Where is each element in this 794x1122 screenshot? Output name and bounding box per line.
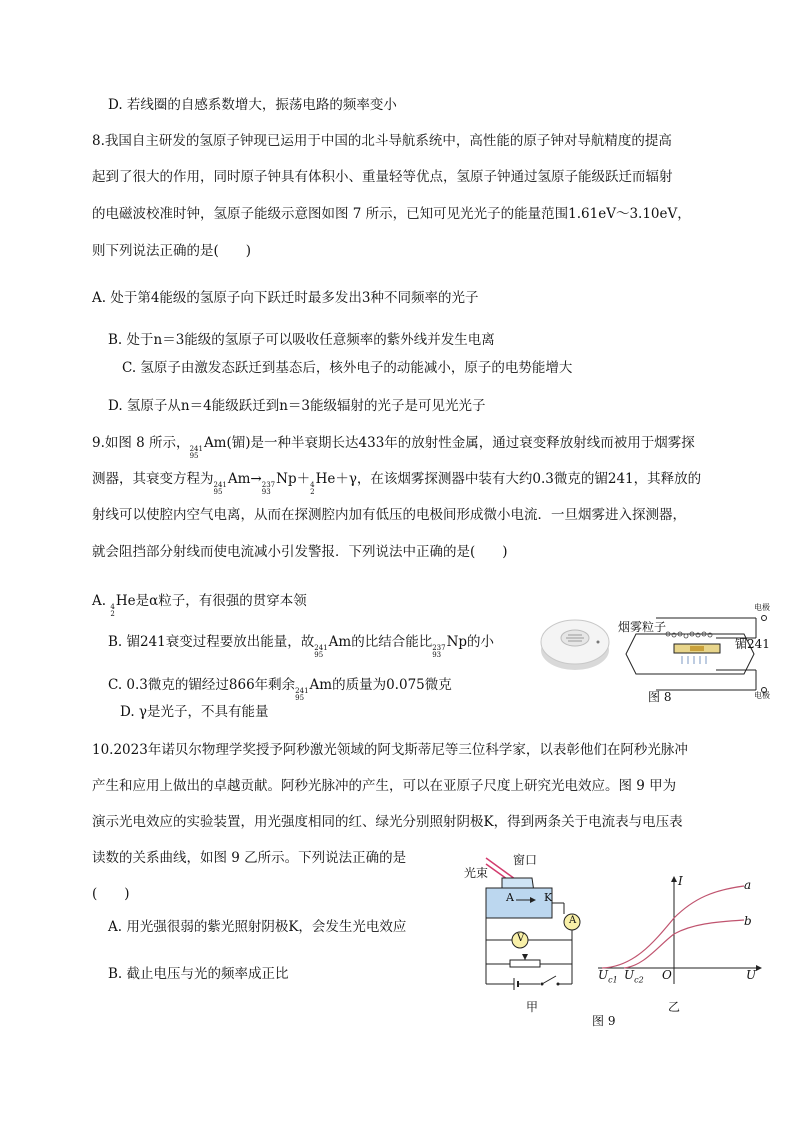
- q8-option-c: C. 氢原子由激发态跃迁到基态后，核外电子的动能减小，原子的电势能增大: [122, 360, 573, 376]
- q9-stem-line-3: 射线可以使腔内空气电离，从而在探测腔内加有低压的电极间形成微小电流．一旦烟雾进入探测器，: [92, 507, 686, 523]
- fig9-cathode-label: K: [544, 891, 553, 904]
- fig9-origin-label: O: [662, 968, 672, 982]
- q10-stem-line-3: 演示光电效应的实验装置，用光强度相同的红、绿光分别照射阴极K，得到两条关于电流表与电压表: [92, 814, 683, 830]
- smoke-detector-image: [538, 612, 612, 674]
- am-isotope: 241 95: [213, 481, 227, 496]
- fig9-beam-label: 光束: [464, 866, 489, 880]
- q8-stem-line-3: 的电磁波校准时钟，氢原子能级示意图如图 7 所示，已知可见光光子的能量范围1.61eV～3.10eV，: [92, 206, 691, 222]
- q10-stem-line-2: 产生和应用上做出的卓越贡献。阿秒光脉冲的产生，可以在亚原子尺度上研究光电效应。图 9 甲为: [92, 778, 677, 794]
- fig9-yi-label: 乙: [668, 1000, 681, 1014]
- fig9-ammeter-label: A: [569, 915, 577, 926]
- am-isotope: 241 95: [314, 644, 328, 659]
- q10-stem-line-5: ( ): [92, 886, 130, 902]
- fig9-anode-label: A: [506, 891, 514, 904]
- q9-stem-line-4: 就会阻挡部分射线而使电流减小引发警报．下列说法中正确的是( ): [92, 544, 508, 560]
- q10-stem-line-4: 读数的关系曲线，如图 9 乙所示。下列说法正确的是: [92, 850, 407, 866]
- fig8-electrode-top: 电极: [754, 603, 770, 612]
- q8-stem-line-4: 则下列说法正确的是( ): [92, 243, 252, 259]
- q8-option-b: B. 处于n＝3能级的氢原子可以吸收任意频率的紫外线并发生电离: [108, 332, 495, 348]
- fig9-curve-b-label: b: [744, 914, 752, 928]
- q9-text: 9.如图 8 所示，: [92, 435, 190, 451]
- q9-stem-line-1: [92, 434, 695, 460]
- q10-option-b: B. 截止电压与光的频率成正比: [108, 966, 289, 982]
- q9-option-d: D. γ是光子，不具有能量: [120, 704, 269, 720]
- q8-option-d: D. 氢原子从n＝4能级跃迁到n＝3能级辐射的光子是可见光光子: [108, 398, 486, 414]
- q9-option-c: C. 0.3微克的镅经过866年剩余 241 95 Am的质量为0.075微克: [108, 677, 452, 702]
- fig9-caption: 图 9: [592, 1014, 616, 1028]
- am-isotope: 241 95: [295, 687, 309, 702]
- q7-option-d: D. 若线圈的自感系数增大，振荡电路的频率变小: [108, 97, 397, 113]
- fig9-u-axis-label: U: [746, 968, 757, 982]
- q9-text: Am(镅)是一种半衰期长达433年的放射性金属，通过衰变释放射线而被用于烟雾探: [203, 435, 695, 451]
- fig9-i-axis-label: I: [678, 874, 683, 888]
- he-isotope: 4 2: [110, 603, 115, 618]
- q8-stem-line-2: 起到了很大的作用，同时原子钟具有体积小、重量轻等优点，氢原子钟通过氢原子能级跃迁而辐射: [92, 169, 673, 185]
- fig8-am-label: 镅241: [735, 637, 770, 651]
- fig8-caption: 图 8: [648, 690, 672, 704]
- np-isotope: 237 93: [432, 644, 446, 659]
- he-isotope: 4 2: [310, 481, 315, 496]
- q10-stem-line-1: 10.2023年诺贝尔物理学奖授予阿秒激光领域的阿戈斯蒂尼等三位科学家，以表彰他们在阿秒光脉冲: [92, 742, 688, 758]
- fig9-uc1-label: $U_{c1}$: [598, 968, 618, 985]
- np-isotope: 237 93: [261, 481, 276, 496]
- fig9-window-label: 窗口: [513, 853, 538, 867]
- q9-option-b: B. 镅241衰变过程要放出能量，故 241 95 Am的比结合能比 237 93 Np的小: [108, 634, 495, 659]
- q10-option-a: A. 用光强很弱的紫光照射阴极K，会发生光电效应: [108, 919, 407, 935]
- q8-option-a: A. 处于第4能级的氢原子向下跃迁时最多发出3种不同频率的光子: [92, 290, 479, 306]
- fig9-curve-a-label: a: [744, 878, 752, 892]
- fig9-voltmeter-label: V: [517, 933, 525, 944]
- fig8-electrode-bottom: 电极: [754, 691, 770, 700]
- q9-stem-line-2: 测器，其衰变方程为 241 95 Am→ 237 93 Np＋ 4 2 He＋γ，在该烟雾探测器中装有大约0.3微克的镅241，其释放的: [92, 471, 702, 496]
- q8-stem-line-1: 8.我国自主研发的氢原子钟现已运用于中国的北斗导航系统中，高性能的原子钟对导航精度的提高: [92, 133, 672, 149]
- fig9-uc2-label: $U_{c2}$: [624, 968, 644, 985]
- am-isotope: 241 95: [189, 445, 203, 460]
- q9-option-a: A. 4 2 He是α粒子，有很强的贯穿本领: [92, 593, 307, 618]
- fig9-iu-graph: [594, 872, 764, 992]
- fig8-smoke-label: 烟雾粒子: [618, 620, 667, 634]
- fig9-jia-label: 甲: [526, 1000, 539, 1014]
